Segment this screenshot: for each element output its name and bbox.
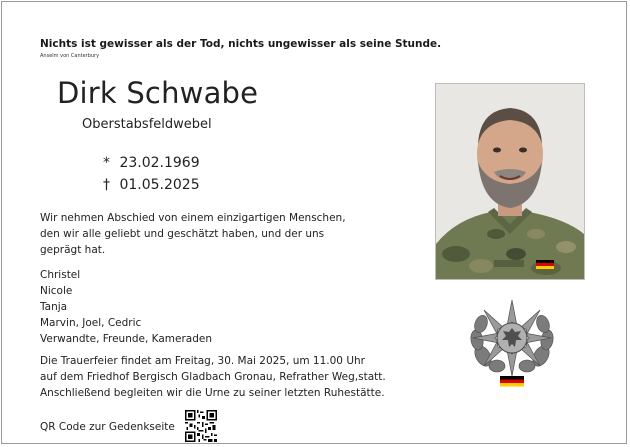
military-emblem-icon bbox=[469, 296, 555, 388]
deceased-rank: Oberstabsfeldwebel bbox=[82, 117, 212, 132]
farewell-line: den wir alle geliebt und geschätzt haben, und der uns bbox=[40, 228, 325, 240]
farewell-line: geprägt hat. bbox=[40, 244, 106, 256]
death-date: 01.05.2025 bbox=[119, 177, 200, 193]
mourner-item: Verwandte, Freunde, Kameraden bbox=[40, 333, 213, 345]
qr-code-icon[interactable] bbox=[185, 410, 217, 442]
mourner-item: Nicole bbox=[40, 285, 73, 297]
qr-label: QR Code zur Gedenkseite bbox=[40, 421, 175, 433]
mourners-list bbox=[40, 267, 212, 347]
death-row bbox=[103, 177, 200, 193]
birth-row bbox=[103, 155, 200, 171]
service-line: Die Trauerfeier findet am Freitag, 30. Mai 2025, um 11.00 Uhr bbox=[40, 355, 365, 367]
quote-text: Nichts ist gewisser als der Tod, nichts ungewisser als seine Stunde. bbox=[40, 38, 442, 50]
farewell-line: Wir nehmen Abschied von einem einzigartigen Menschen, bbox=[40, 212, 346, 224]
service-line: Anschließend begleiten wir die Urne zu seiner letzten Ruhestätte. bbox=[40, 387, 385, 399]
mourner-item: Marvin, Joel, Cedric bbox=[40, 317, 142, 329]
quote-author: Anselm von Canterbury bbox=[40, 53, 100, 59]
portrait-photo bbox=[435, 83, 585, 280]
service-info bbox=[40, 353, 386, 401]
death-symbol: † bbox=[103, 177, 110, 193]
birth-symbol: * bbox=[103, 155, 110, 171]
birth-date: 23.02.1969 bbox=[119, 155, 200, 171]
mourner-item: Tanja bbox=[40, 301, 68, 313]
service-line: auf dem Friedhof Bergisch Gladbach Gronau, Refrather Weg,statt. bbox=[40, 371, 386, 383]
farewell-text bbox=[40, 210, 346, 258]
deceased-name: Dirk Schwabe bbox=[57, 76, 259, 110]
mourner-item: Christel bbox=[40, 269, 81, 281]
